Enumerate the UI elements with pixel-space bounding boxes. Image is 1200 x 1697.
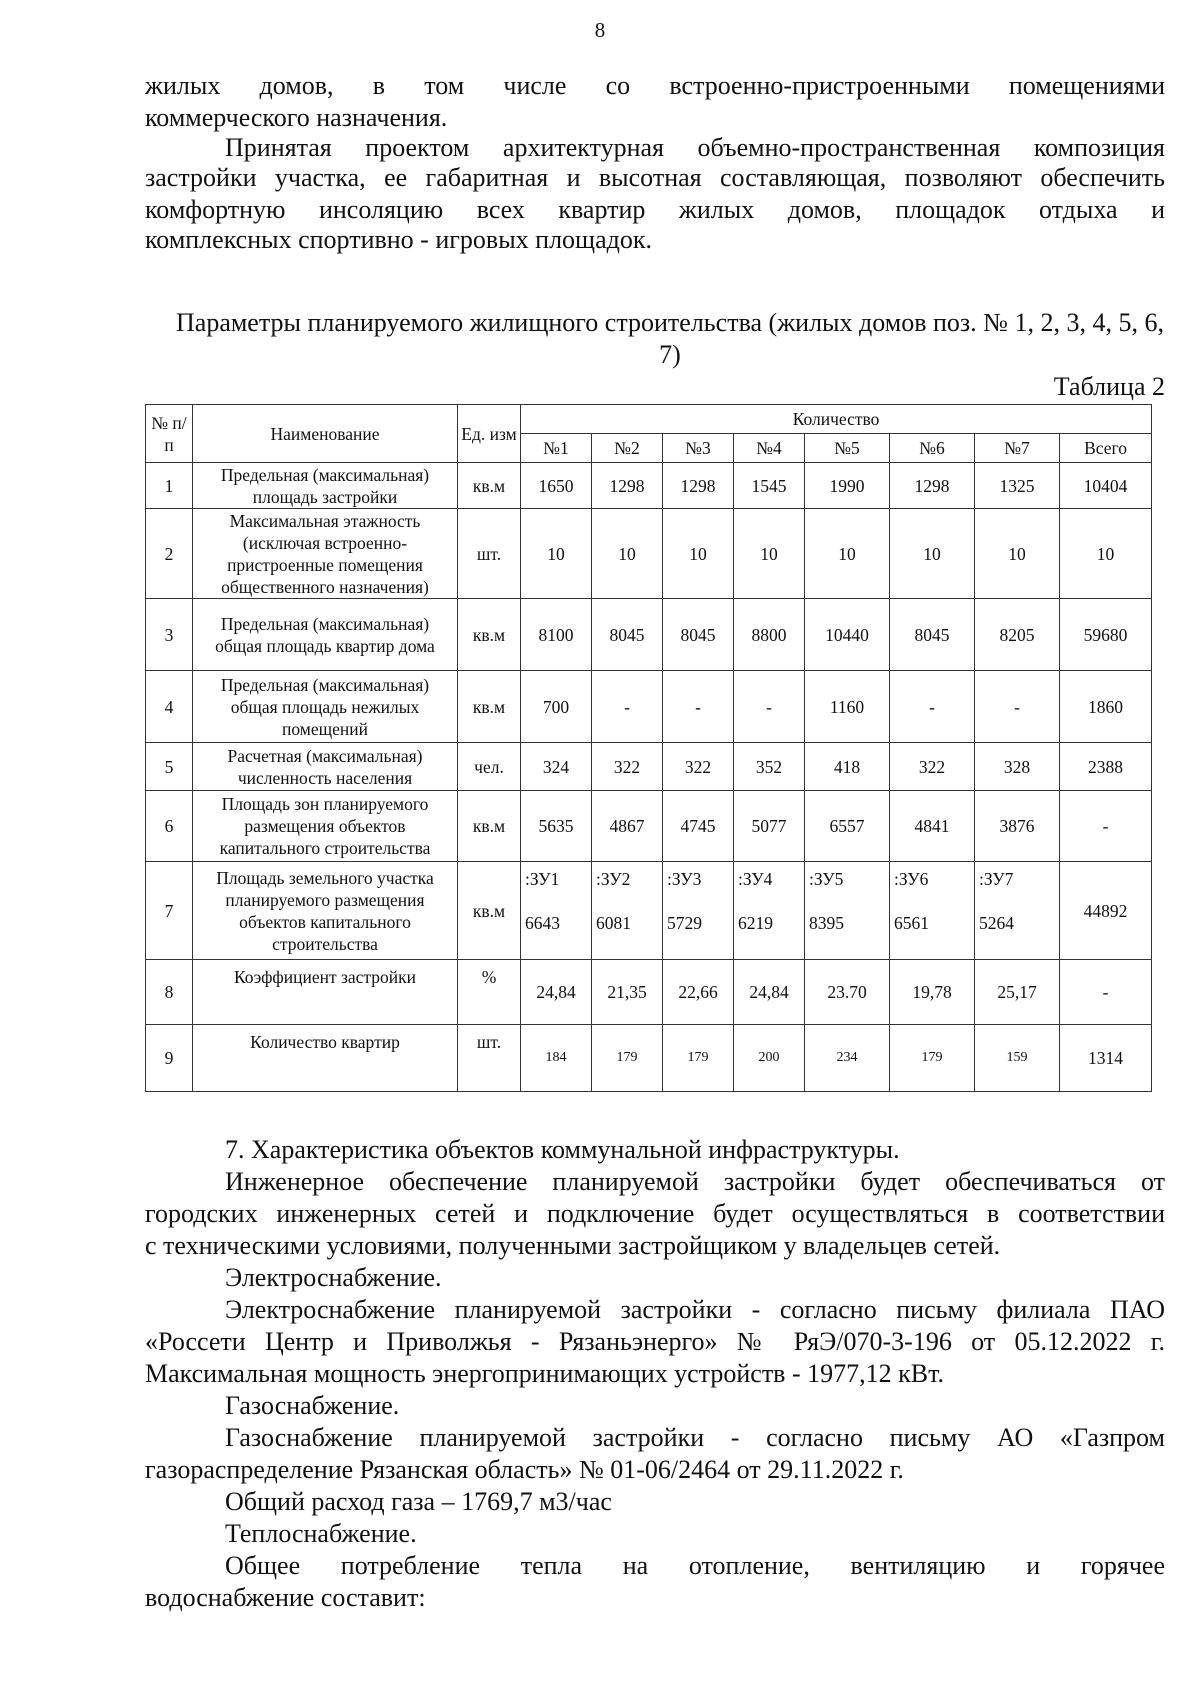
row-value: 8045	[890, 599, 975, 671]
table-row	[146, 743, 1152, 791]
row-unit: %	[458, 960, 521, 1025]
text-line: комплексных спортивно - игровых площадок.	[145, 225, 652, 254]
row-value: -	[663, 671, 734, 743]
table-row	[146, 1025, 1152, 1092]
row-value: 10	[592, 509, 663, 599]
row-value: 700	[521, 671, 592, 743]
row-value: 322	[890, 743, 975, 791]
text-line: водоснабжение составит:	[145, 1583, 426, 1612]
row-value: 24,84	[734, 960, 805, 1025]
row-value: 4745	[663, 791, 734, 862]
row-num: 7	[146, 862, 193, 960]
row-value: 418	[805, 743, 890, 791]
row-value: -	[734, 671, 805, 743]
row-name: Площадь зон планируемого размещения объектов капитального строительства	[193, 791, 458, 862]
row-value: 179	[663, 1025, 734, 1092]
text-line: Принятая проектом архитектурная объемно-пространственная композиция	[225, 133, 1165, 162]
text-line: Теплоснабжение.	[225, 1519, 417, 1548]
zu-label: :ЗУ2	[596, 869, 631, 889]
row-value: 1298	[663, 463, 734, 509]
text-line: комфортную инсоляцию всех квартир жилых домов, площадок отдыха и	[145, 195, 1165, 224]
row-value: 1160	[805, 671, 890, 743]
row-zu-cell	[805, 862, 890, 960]
row-num: 6	[146, 791, 193, 862]
row-value: 8100	[521, 599, 592, 671]
header-col: №2	[592, 434, 663, 463]
row-unit: шт.	[458, 509, 521, 599]
row-zu-cell	[975, 862, 1060, 960]
row-value: 184	[521, 1025, 592, 1092]
row-value: 8205	[975, 599, 1060, 671]
row-unit: кв.м	[458, 862, 521, 960]
row-value: 21,35	[592, 960, 663, 1025]
text-line: Общий расход газа – 1769,7 м3/час	[225, 1487, 612, 1516]
row-value: 8800	[734, 599, 805, 671]
row-value: 22,66	[663, 960, 734, 1025]
row-value: 3876	[975, 791, 1060, 862]
header-quantity: Количество	[521, 405, 1152, 434]
row-name: Предельная (максимальная) площадь застройки	[193, 463, 458, 509]
text-line: жилых домов, в том числе со встроенно-пристроенными помещениями	[145, 71, 1165, 100]
header-col: №5	[805, 434, 890, 463]
header-col: №7	[975, 434, 1060, 463]
row-value: 179	[592, 1025, 663, 1092]
row-value: 6643	[525, 913, 560, 933]
header-num: № п/п	[146, 405, 193, 463]
text-line: застройки участка, ее габаритная и высотная составляющая, позволяют обеспечить	[145, 163, 1165, 192]
table-row	[146, 671, 1152, 743]
header-row	[146, 405, 1152, 434]
table-label: Таблица 2	[1053, 372, 1165, 401]
row-value: -	[1060, 960, 1152, 1025]
text-line: Максимальная мощность энергопринимающих устройств - 1977,12 кВт.	[145, 1359, 944, 1388]
row-value: 5729	[667, 913, 702, 933]
row-zu-cell	[734, 862, 805, 960]
row-value: 5635	[521, 791, 592, 862]
text-line: Газоснабжение.	[225, 1391, 400, 1420]
text-line: Газоснабжение планируемой застройки - согласно письму АО «Газпром	[225, 1423, 1165, 1452]
row-num: 8	[146, 960, 193, 1025]
table-row	[146, 862, 1152, 960]
row-value: 328	[975, 743, 1060, 791]
row-name: Площадь земельного участка планируемого размещения объектов капитального строительства	[193, 862, 458, 960]
row-value: 4867	[592, 791, 663, 862]
table-caption: Параметры планируемого жилищного строительства (жилых домов поз. № 1, 2, 3, 4, 5, 6, 7)	[176, 308, 1164, 369]
row-zu-cell	[890, 862, 975, 960]
row-value: 8045	[663, 599, 734, 671]
row-name: Предельная (максимальная) общая площадь квартир дома	[193, 599, 458, 671]
parameters-table	[145, 404, 1152, 1092]
row-value: 10	[805, 509, 890, 599]
row-value: 10	[734, 509, 805, 599]
row-value: 159	[975, 1025, 1060, 1092]
header-col: Всего	[1060, 434, 1152, 463]
row-zu-cell	[592, 862, 663, 960]
zu-label: :ЗУ7	[979, 869, 1014, 889]
table-row	[146, 599, 1152, 671]
row-value: 10404	[1060, 463, 1152, 509]
row-num: 2	[146, 509, 193, 599]
row-value: 44892	[1060, 862, 1152, 960]
row-value: 6081	[596, 913, 631, 933]
row-value: 10	[663, 509, 734, 599]
header-col: №4	[734, 434, 805, 463]
zu-label: :ЗУ6	[894, 869, 929, 889]
row-unit: шт.	[458, 1025, 521, 1092]
row-value: 5264	[979, 913, 1014, 933]
row-unit: кв.м	[458, 671, 521, 743]
row-value: 6561	[894, 913, 929, 933]
row-value: 1545	[734, 463, 805, 509]
header-col: №3	[663, 434, 734, 463]
row-unit: кв.м	[458, 599, 521, 671]
header-col: №1	[521, 434, 592, 463]
row-value: 24,84	[521, 960, 592, 1025]
row-num: 5	[146, 743, 193, 791]
row-value: 1314	[1060, 1025, 1152, 1092]
row-name: Максимальная этажность (исключая встроенно-пристроенные помещения общественного назначения)	[193, 509, 458, 599]
text-line: Общее потребление тепла на отопление, вентиляцию и горячее	[225, 1551, 1165, 1580]
row-name: Количество квартир	[193, 1025, 458, 1092]
row-num: 3	[146, 599, 193, 671]
row-value: -	[592, 671, 663, 743]
row-value: 1325	[975, 463, 1060, 509]
row-name: Расчетная (максимальная) численность населения	[193, 743, 458, 791]
text-line: с техническими условиями, полученными застройщиком у владельцев сетей.	[145, 1231, 1001, 1260]
row-value: 1298	[890, 463, 975, 509]
text-line: Электроснабжение планируемой застройки - согласно письму филиала ПАО	[225, 1295, 1165, 1324]
row-value: 322	[663, 743, 734, 791]
text-line: городских инженерных сетей и подключение будет осуществляться в соответствии	[145, 1199, 1165, 1228]
table-row	[146, 463, 1152, 509]
row-value: 8395	[809, 913, 844, 933]
row-value: 25,17	[975, 960, 1060, 1025]
table-row	[146, 960, 1152, 1025]
header-name: Наименование	[193, 405, 458, 463]
row-value: 8045	[592, 599, 663, 671]
row-value: 179	[890, 1025, 975, 1092]
row-value: -	[975, 671, 1060, 743]
row-unit: кв.м	[458, 791, 521, 862]
row-value: 10	[975, 509, 1060, 599]
row-value: 10	[521, 509, 592, 599]
row-zu-cell	[663, 862, 734, 960]
row-value: 1990	[805, 463, 890, 509]
row-value: 10	[890, 509, 975, 599]
row-zu-cell	[521, 862, 592, 960]
table-row	[146, 509, 1152, 599]
row-value: 10440	[805, 599, 890, 671]
row-value: 19,78	[890, 960, 975, 1025]
table-row	[146, 791, 1152, 862]
header-unit: Ед. изм	[458, 405, 521, 463]
row-value: 59680	[1060, 599, 1152, 671]
row-value: -	[1060, 791, 1152, 862]
row-value: 200	[734, 1025, 805, 1092]
row-value: 234	[805, 1025, 890, 1092]
text-line: газораспределение Рязанская область» № 01-06/2464 от 29.11.2022 г.	[145, 1455, 904, 1484]
row-value: 5077	[734, 791, 805, 862]
row-value: 4841	[890, 791, 975, 862]
row-value: 2388	[1060, 743, 1152, 791]
row-num: 4	[146, 671, 193, 743]
row-value: 6557	[805, 791, 890, 862]
text-line: Инженерное обеспечение планируемой застройки будет обеспечиваться от	[225, 1167, 1165, 1196]
row-value: 1650	[521, 463, 592, 509]
zu-label: :ЗУ4	[738, 869, 773, 889]
row-unit: чел.	[458, 743, 521, 791]
zu-label: :ЗУ3	[667, 869, 702, 889]
header-col: №6	[890, 434, 975, 463]
row-value: 10	[1060, 509, 1152, 599]
zu-label: :ЗУ1	[525, 869, 560, 889]
row-name: Предельная (максимальная) общая площадь нежилых помещений	[193, 671, 458, 743]
row-value: 6219	[738, 913, 773, 933]
row-value: -	[890, 671, 975, 743]
row-num: 9	[146, 1025, 193, 1092]
section-title: 7. Характеристика объектов коммунальной инфраструктуры.	[225, 1135, 900, 1164]
row-value: 1298	[592, 463, 663, 509]
text-line: «Россети Центр и Приволжья - Рязаньэнерго» № РяЭ/070-3-196 от 05.12.2022 г.	[145, 1327, 1165, 1356]
text-line: коммерческого назначения.	[145, 103, 448, 132]
text-line: Электроснабжение.	[225, 1263, 442, 1292]
row-value: 1860	[1060, 671, 1152, 743]
row-unit: кв.м	[458, 463, 521, 509]
row-value: 23.70	[805, 960, 890, 1025]
zu-label: :ЗУ5	[809, 869, 844, 889]
row-value: 324	[521, 743, 592, 791]
row-value: 352	[734, 743, 805, 791]
row-num: 1	[146, 463, 193, 509]
page-number: 8	[594, 18, 606, 42]
row-value: 322	[592, 743, 663, 791]
row-name: Коэффициент застройки	[193, 960, 458, 1025]
